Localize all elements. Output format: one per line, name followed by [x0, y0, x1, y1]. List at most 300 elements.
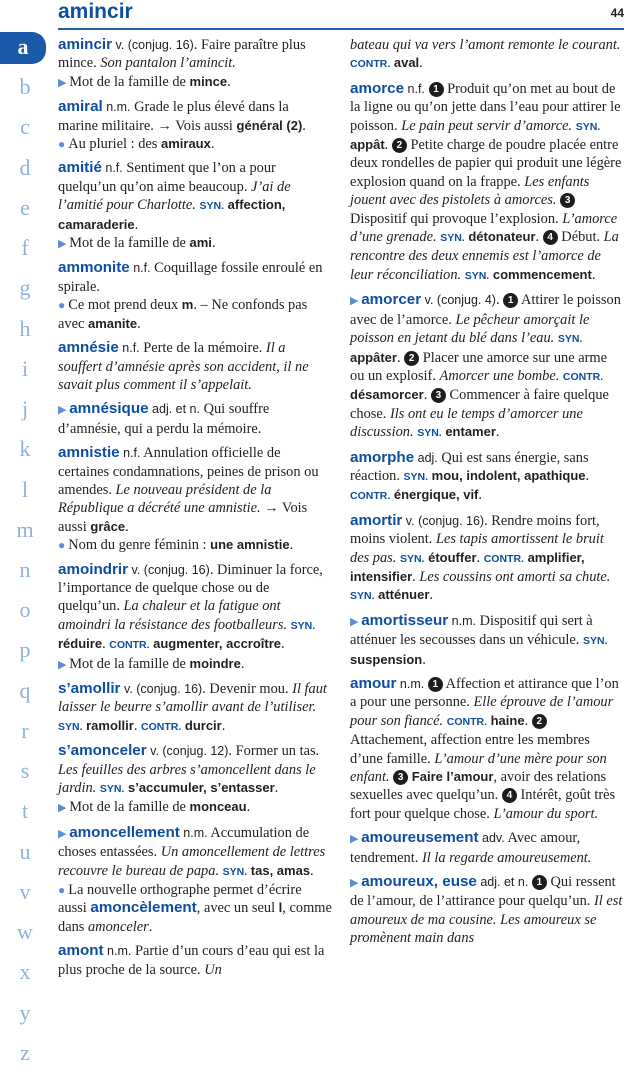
definition-text: Annulation officielle de certaines condamnations, peines de prison ou amendes.	[58, 445, 319, 498]
definition-text: .	[302, 117, 306, 134]
grammar-label: n.f.	[101, 161, 123, 176]
definition-text: Affection et attirance que l’on a pour une personne.	[350, 676, 619, 711]
entry-note	[58, 536, 332, 554]
bold-term: aval	[393, 55, 420, 71]
word-family-arrow-icon: ▶	[58, 238, 70, 251]
thumb-index-letter-r: r	[21, 718, 29, 743]
bold-term: mou, indolent, apathique	[431, 467, 586, 483]
word-family-arrow-icon: ▶	[58, 658, 70, 671]
example-text: Ils ont eu le temps d’amorcer une discussion.	[350, 405, 583, 441]
running-headword: amincir	[58, 0, 133, 23]
grammar-label: n.m.	[179, 825, 208, 840]
contrary-tag: CONTR.	[350, 58, 391, 71]
headword: amoureux, euse	[361, 873, 477, 891]
thumb-index-letter-o: o	[19, 597, 31, 622]
bold-term: ramollir	[86, 717, 134, 733]
bold-term: moindre	[189, 655, 241, 671]
thumb-index-letter-w: w	[17, 919, 33, 944]
bold-term: ami	[189, 235, 212, 251]
bold-term: haine	[490, 712, 525, 728]
thumb-index-letter-u: u	[19, 839, 31, 864]
dictionary-entry	[58, 824, 332, 936]
example-text: Le pêcheur amorçait le poisson en jetant du blé dans l’eau.	[350, 311, 590, 347]
synonym-tag: SYN.	[99, 783, 125, 796]
word-family-arrow-icon: ▶	[350, 295, 362, 308]
synonym-tag: SYN.	[199, 200, 225, 213]
definition-text: .	[478, 487, 482, 504]
definition-text: . Rendre moins fort, moins violent.	[350, 512, 600, 548]
synonym-tag: SYN.	[575, 120, 601, 133]
definition-text: .	[535, 229, 543, 246]
sense-number-badge: 1	[429, 82, 444, 97]
definition-text: .	[412, 568, 420, 585]
dictionary-entry	[58, 36, 332, 92]
headword: amortir	[350, 511, 403, 529]
definition-text: .	[591, 266, 596, 283]
definition-text: Qui souffre d’amnésie, qui a perdu la mémoire.	[58, 401, 270, 437]
headword: amont	[58, 942, 104, 960]
note-bullet-icon: ●	[58, 883, 69, 898]
example-text: Les enfants jouent avec des pistolets à amorces.	[350, 173, 590, 209]
contrary-tag: CONTR.	[109, 639, 150, 652]
bold-term: Faire l’amour	[411, 769, 494, 785]
entry-definition	[58, 259, 332, 296]
headword: amorphe	[350, 448, 415, 466]
alphabet-thumb-index	[0, 32, 50, 1080]
bold-term: augmenter, accroître	[153, 636, 282, 652]
bold-term: commencement	[492, 266, 592, 282]
definition-text: Dispositif qui sert à atténuer les secousses dans un véhicule.	[350, 612, 593, 649]
example-text: Les feuilles des arbres s’amoncellent dans le jardin.	[58, 761, 316, 797]
grammar-label: n.m.	[448, 613, 476, 628]
definition-text: Mot de la famille de	[69, 799, 190, 816]
bold-term: désamorcer	[350, 387, 424, 403]
definition-text: . Devenir mou.	[202, 681, 293, 697]
note-bullet-icon: ●	[58, 298, 69, 313]
bold-term: tas, amas	[250, 862, 311, 878]
definition-text: Perte de la mémoire.	[139, 340, 266, 357]
grammar-label: v. (conjug. 16)	[402, 513, 485, 528]
bold-term: monceau	[189, 799, 247, 815]
dictionary-entry	[350, 36, 624, 74]
entry-note	[58, 234, 332, 253]
entry-definition	[350, 80, 624, 285]
sense-number-badge: 1	[428, 677, 443, 692]
definition-text: .	[125, 518, 129, 535]
sense-number-badge: 3	[431, 388, 446, 403]
sense-number-badge: 1	[532, 875, 547, 890]
dictionary-entry	[350, 675, 624, 823]
entry-definition	[58, 742, 332, 798]
grammar-label: n.m.	[396, 677, 425, 691]
synonym-tag: SYN.	[350, 590, 375, 603]
headword: amincir	[58, 36, 113, 53]
entry-definition	[350, 612, 624, 669]
headword: amnistie	[58, 444, 120, 462]
synonym-tag: SYN.	[557, 333, 583, 346]
word-family-arrow-icon: ▶	[350, 833, 362, 846]
example-text: Son pantalon l’amincit.	[100, 55, 236, 72]
headword: amoindrir	[58, 560, 129, 578]
bold-term: affection, camaraderie	[58, 197, 286, 232]
definition-text: Placer une amorce sur une arme ou un explosif.	[350, 349, 607, 384]
definition-text: .	[210, 136, 215, 153]
contrary-tag: CONTR.	[141, 720, 182, 733]
dictionary-entry	[350, 612, 624, 669]
bold-term: amiraux	[160, 136, 211, 152]
definition-text	[425, 81, 429, 97]
dictionary-entry	[58, 444, 332, 554]
synonym-tag: SYN.	[403, 470, 429, 483]
contrary-tag: CONTR.	[446, 715, 487, 728]
definition-text: .	[133, 717, 142, 734]
grammar-label: n.f.	[119, 446, 141, 461]
page-header	[0, 0, 636, 30]
definition-text: , avoir des relations sexuelles avec quelqu’un.	[350, 769, 607, 804]
grammar-label: adj.	[414, 450, 438, 465]
example-text: Les coussins ont amorti sa chute.	[419, 568, 611, 585]
definition-text: . Diminuer la force, l’importance de quelque chose ou de quelqu’un.	[58, 561, 323, 615]
entry-definition	[350, 36, 624, 74]
entry-definition	[58, 942, 332, 979]
note-bullet-icon: ●	[58, 137, 69, 152]
thumb-index-letter-s: s	[20, 758, 30, 783]
synonym-tag: SYN.	[464, 269, 490, 282]
grammar-label: adv.	[478, 831, 505, 846]
entry-definition	[350, 675, 624, 823]
bold-term: l	[278, 900, 283, 916]
entry-definition	[58, 444, 332, 536]
entry-definition	[58, 561, 332, 655]
definition-text: .	[274, 780, 279, 797]
grammar-label: adj. et n.	[476, 875, 529, 890]
word-family-arrow-icon: ▶	[58, 76, 70, 89]
definition-text: .	[102, 636, 110, 653]
entry-definition	[350, 449, 624, 506]
definition-text: Au pluriel : des	[68, 136, 161, 153]
thumb-index-letter-m: m	[16, 517, 34, 542]
dictionary-entry	[350, 291, 624, 442]
sense-number-badge: 4	[543, 230, 558, 245]
sense-number-badge: 1	[503, 293, 518, 308]
example-text: Les amoureux se promènent main dans	[350, 911, 597, 947]
definition-text: .	[429, 587, 434, 604]
example-text: Le pain peut servir d’amorce.	[401, 117, 573, 134]
thumb-index-letter-f: f	[21, 235, 29, 260]
definition-text: .	[240, 655, 245, 672]
bold-term: général (2)	[236, 117, 303, 133]
thumb-index-letter-j: j	[21, 396, 29, 421]
entry-definition	[350, 512, 624, 606]
synonym-tag: SYN.	[417, 427, 442, 440]
sense-number-badge: 2	[532, 714, 547, 729]
synonym-tag: SYN.	[58, 720, 83, 733]
entry-definition	[58, 36, 332, 73]
example-text: L’amour du sport.	[493, 805, 599, 822]
sense-number-badge: 3	[393, 770, 408, 785]
definition-text: Dispositif qui provoque l’explosion.	[350, 210, 563, 227]
bold-term: amanite	[87, 315, 138, 331]
example-text: Les tapis amortissent le bruit des pas.	[350, 531, 604, 566]
word-family-arrow-icon: ▶	[58, 802, 70, 815]
headword: s’amollir	[58, 680, 121, 697]
entry-note	[58, 135, 332, 153]
sense-number-badge: 4	[502, 788, 517, 803]
definition-text: Grade le plus élevé dans la marine militaire. → Vois aussi	[58, 99, 289, 134]
thumb-index-letter-d: d	[19, 155, 31, 180]
synonym-tag: SYN.	[582, 635, 608, 648]
definition-text: .	[495, 424, 500, 441]
headword: s’amonceler	[58, 742, 147, 760]
definition-text: Coquillage fossile enroulé en spirale.	[58, 260, 323, 295]
example-text: Il est amoureux de ma cousine.	[350, 893, 623, 928]
definition-text: La nouvelle orthographe permet d’écrire aussi	[58, 882, 302, 917]
entry-note	[58, 798, 332, 817]
entry-definition	[350, 873, 624, 948]
thumb-index-letter-y: y	[19, 1000, 31, 1025]
dictionary-entry	[58, 259, 332, 333]
thumb-index-letter-a: a	[0, 32, 46, 64]
thumb-index-letter-v: v	[19, 879, 31, 904]
example-text: bateau qui va vers l’amont remonte le courant.	[350, 37, 621, 53]
entry-note	[58, 881, 332, 936]
definition-text: . – Ne confonds pas avec	[58, 297, 308, 332]
definition-text: Accumulation de choses entassées.	[58, 824, 310, 861]
word-family-arrow-icon: ▶	[350, 615, 362, 628]
definition-text: .	[495, 292, 504, 309]
grammar-label: v. (conjug. 16)	[112, 38, 194, 52]
headword: amorce	[350, 79, 405, 97]
bold-term: amplifier, intensifier	[350, 549, 585, 584]
headword: amoncellement	[69, 823, 180, 841]
definition-text: Sentiment que l’on a pour quelqu’un qu’on aime beaucoup.	[58, 160, 276, 195]
word-family-arrow-icon: ▶	[58, 404, 70, 417]
example-text: L’amour d’une mère pour son enfant.	[350, 750, 607, 786]
definition-text: . Faire paraître plus mince.	[58, 37, 306, 72]
headword: amnésique	[69, 400, 149, 418]
entry-definition	[58, 159, 332, 234]
definition-text: .	[310, 862, 314, 879]
thumb-index-letter-x: x	[19, 959, 31, 984]
synonym-tag: SYN.	[440, 232, 465, 245]
definition-text: Attachement, affection entre les membres d’une famille.	[350, 732, 590, 767]
example-text: Un amoncellement de lettres recouvre le bureau de papa.	[58, 844, 326, 879]
definition-text: Mot de la famille de	[69, 655, 190, 672]
grammar-label: n.m.	[103, 944, 132, 959]
headword: amnésie	[58, 339, 119, 357]
definition-text: Commencer à faire quelque chose.	[350, 387, 609, 422]
example-text: La rencontre des deux ennemis est l’amorce de leur réconciliation.	[350, 229, 619, 283]
thumb-index-letter-q: q	[19, 678, 31, 703]
dictionary-entry	[58, 561, 332, 674]
thumb-index-letter-p: p	[19, 637, 31, 662]
entry-definition	[58, 339, 332, 394]
bold-term: atténuer	[378, 587, 430, 603]
left-column	[58, 36, 332, 985]
definition-text: → Vois aussi	[58, 500, 308, 535]
headword: amitié	[58, 159, 102, 177]
example-text: Il la regarde amoureusement.	[421, 849, 592, 866]
sense-number-badge: 2	[392, 138, 407, 153]
definition-text: Nom du genre féminin :	[68, 537, 211, 554]
definition-text: .	[384, 137, 392, 154]
dictionary-entry	[350, 512, 624, 606]
synonym-tag: SYN.	[399, 552, 425, 565]
definition-text: Ce mot prend deux	[68, 297, 182, 314]
grammar-label: v. (conjug. 12)	[146, 744, 229, 759]
grammar-label: n.f.	[118, 341, 140, 356]
entry-note	[58, 296, 332, 333]
sense-number-badge: 2	[404, 351, 419, 366]
grammar-label: n.f.	[404, 81, 425, 96]
definition-text: .	[396, 349, 405, 366]
definition-text: Partie d’un cours d’eau qui est la plus proche de la source.	[58, 943, 325, 978]
bold-term: appât	[350, 137, 385, 153]
entry-definition	[350, 829, 624, 867]
definition-text: .	[524, 712, 532, 729]
definition-text: .	[476, 549, 484, 566]
grammar-label: n.m.	[102, 100, 131, 115]
definition-text: Qui ressent de l’amour, de l’attirance pour quelqu’un.	[350, 874, 616, 910]
headword: amour	[350, 675, 397, 692]
example-text: Amorcer une bombe.	[439, 367, 560, 384]
synonym-tag: SYN.	[222, 865, 248, 878]
bold-term: mince	[189, 73, 228, 89]
note-bullet-icon: ●	[58, 538, 69, 553]
dictionary-entry	[58, 159, 332, 253]
bold-term: grâce	[90, 518, 126, 534]
entry-definition	[58, 98, 332, 135]
definition-text: .	[419, 55, 423, 72]
entry-note	[58, 655, 332, 674]
bold-term: s’accumuler, s’entasser	[127, 780, 275, 796]
definition-text: .	[423, 387, 431, 404]
dictionary-entry	[58, 98, 332, 153]
bold-term: une amnistie	[210, 537, 290, 553]
definition-text: .	[211, 235, 216, 252]
definition-text: .	[148, 918, 153, 935]
thumb-index-letter-c: c	[20, 114, 30, 139]
contrary-tag: CONTR.	[350, 490, 391, 503]
thumb-index-letter-z: z	[20, 1040, 30, 1065]
bold-term: appâter	[350, 349, 397, 365]
header-rule	[58, 28, 624, 30]
thumb-index-letter-h: h	[19, 316, 31, 341]
definition-text: Mot de la famille de	[69, 73, 190, 90]
bold-term: suspension	[350, 651, 423, 667]
thumb-index-letter-b: b	[19, 74, 31, 99]
thumb-index-letter-i: i	[21, 356, 29, 381]
bold-term: entamer	[445, 424, 496, 440]
definition-text: Intérêt, goût très fort pour quelque chose.	[350, 787, 616, 822]
bold-term: énergique, vif	[393, 487, 479, 503]
entry-definition	[58, 824, 332, 881]
headword: ammonite	[58, 259, 130, 277]
bold-term: durcir	[184, 717, 222, 733]
definition-text: Petite charge de poudre placée entre deux rondelles de papier qui produit une légère explosion quand on la frappe.	[350, 137, 622, 190]
grammar-label: v. (conjug. 16)	[120, 682, 203, 696]
definition-text: .	[246, 799, 251, 816]
headword: amiral	[58, 98, 103, 116]
definition-text: .	[137, 315, 141, 332]
thumb-index-letter-e: e	[20, 195, 30, 220]
thumb-index-letter-k: k	[19, 436, 31, 461]
synonym-tag: SYN.	[290, 619, 316, 632]
definition-text: , avec un seul	[196, 900, 279, 917]
grammar-label: n.f.	[129, 261, 151, 276]
page-number: 44	[610, 6, 624, 20]
example-text: La chaleur et la fatigue ont amoindri la résistance des footballeurs.	[58, 598, 288, 633]
contrary-tag: CONTR.	[562, 370, 604, 383]
example-text: L’amorce d’une grenade.	[350, 210, 618, 246]
definition-text: Avec amour, tendrement.	[350, 830, 581, 866]
example-text: Un	[204, 961, 222, 978]
example-text: Il a souffert d’amnésie après son accident, il ne savait plus comment il s’appelait.	[58, 340, 309, 393]
definition-text: .	[221, 717, 226, 734]
grammar-label: v. (conjug. 4)	[421, 293, 496, 308]
definition-text: , comme dans	[58, 900, 332, 935]
definition-text: Début.	[557, 229, 604, 246]
bold-term: m	[181, 297, 194, 313]
thumb-index-letter-t: t	[21, 798, 29, 823]
definition-text: Attirer le poisson avec de l’amorce.	[350, 292, 621, 328]
thumb-index-letter-n: n	[19, 557, 31, 582]
example-text: J’ai de l’amitié pour Charlotte.	[58, 178, 291, 214]
thumb-index-letter-l: l	[21, 477, 29, 502]
word-family-arrow-icon: ▶	[350, 877, 362, 890]
dictionary-entry	[350, 829, 624, 867]
definition-text: .	[585, 467, 590, 484]
dictionary-entry	[350, 873, 624, 948]
definition-text: .	[227, 73, 231, 90]
example-text: Elle éprouve de l’amour pour son fiancé.	[350, 694, 614, 729]
sense-number-badge: 3	[560, 193, 575, 208]
definition-text: Mot de la famille de	[69, 235, 190, 252]
dictionary-entry	[58, 742, 332, 818]
entry-definition	[58, 400, 332, 438]
example-text: amonceler	[87, 918, 149, 935]
dictionary-entry	[58, 680, 332, 736]
contrary-tag: CONTR.	[483, 552, 524, 565]
dictionary-entry	[350, 80, 624, 285]
bold-term: étouffer	[428, 549, 477, 565]
definition-text: .	[281, 636, 285, 653]
definition-text: Qui est sans énergie, sans réaction.	[350, 449, 589, 484]
bold-term: détonateur	[468, 229, 536, 245]
definition-text: . Former un tas.	[228, 743, 320, 760]
grammar-label: adj. et n.	[148, 402, 200, 417]
entry-definition	[58, 680, 332, 736]
thumb-index-letter-g: g	[19, 275, 31, 300]
dictionary-entry	[350, 449, 624, 506]
headword: amorcer	[361, 291, 422, 309]
variant-spelling: amoncèlement	[90, 899, 197, 917]
bold-term: réduire	[58, 636, 103, 652]
dictionary-entry	[58, 400, 332, 438]
entry-definition	[350, 291, 624, 442]
grammar-label: v. (conjug. 16)	[128, 562, 210, 577]
word-family-arrow-icon: ▶	[58, 827, 70, 840]
dictionary-entry	[58, 942, 332, 979]
definition-text: .	[422, 651, 426, 668]
dictionary-entry	[58, 339, 332, 394]
definition-text: Produit qu’on met au bout de la ligne ou qu’on jette dans l’eau pour attirer le poisson.	[350, 80, 621, 134]
example-text: Il faut laisser le beurre s’amollir avant de l’utiliser.	[58, 681, 327, 716]
headword: amortisseur	[361, 611, 449, 629]
definition-text: .	[134, 216, 139, 233]
entry-note	[58, 73, 332, 92]
example-text: Le nouveau président de la République a décrété une amnistie.	[58, 481, 272, 517]
